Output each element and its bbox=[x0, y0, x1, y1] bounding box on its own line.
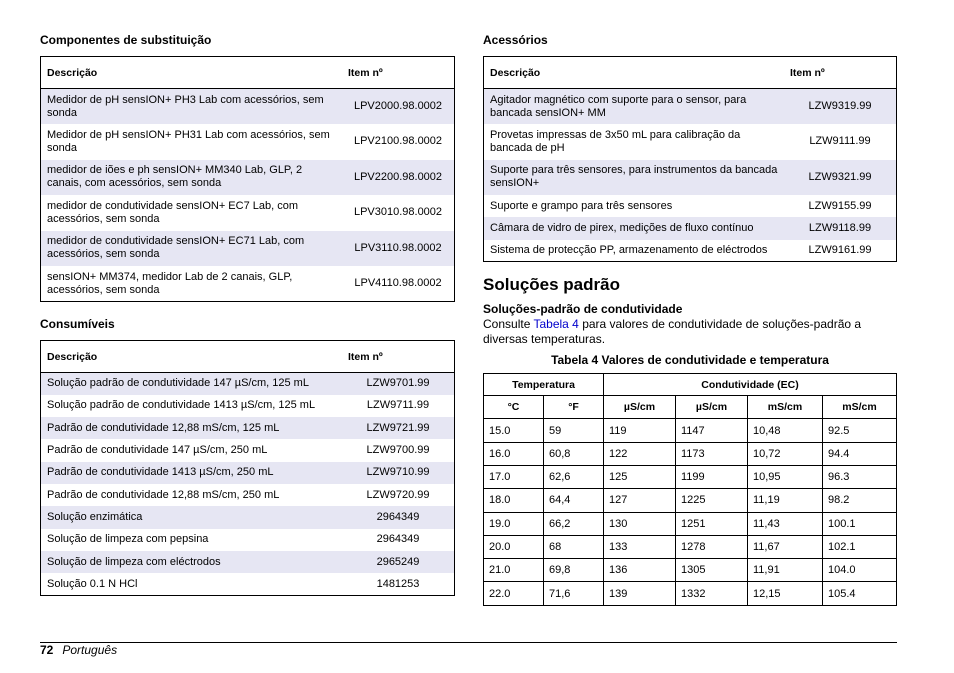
consumables-table bbox=[40, 340, 455, 596]
table-cell: 62,6 bbox=[544, 465, 604, 488]
table-cell: 105.4 bbox=[823, 582, 897, 605]
item-number: LZW9118.99 bbox=[784, 217, 897, 239]
item-description: medidor de condutividade sensION+ EC7 Lab, com acessórios, sem sonda bbox=[47, 199, 299, 225]
table-cell: 11,67 bbox=[748, 535, 823, 558]
item-description: Medidor de pH sensION+ PH31 Lab com acessórios, sem sonda bbox=[47, 128, 330, 154]
item-description: Câmara de vidro de pirex, medições de fluxo contínuo bbox=[484, 217, 785, 239]
table-cell: 96.3 bbox=[823, 465, 897, 488]
table-row bbox=[484, 195, 897, 217]
accessories-col-item: Item nº bbox=[784, 57, 897, 89]
item-description: Solução de limpeza com eléctrodos bbox=[41, 551, 343, 573]
consumables-heading: Consumíveis bbox=[40, 317, 115, 331]
table-cell: 125 bbox=[604, 465, 676, 488]
standards-subheading: Soluções-padrão de condutividade bbox=[483, 302, 683, 317]
table-row bbox=[41, 231, 455, 267]
table-cell: 60,8 bbox=[544, 442, 604, 465]
table-row bbox=[484, 217, 897, 239]
table-cell: 11,43 bbox=[748, 512, 823, 535]
table-cell: 64,4 bbox=[544, 489, 604, 512]
table-row bbox=[484, 582, 897, 605]
table-cell: 127 bbox=[604, 489, 676, 512]
table-cell: 10,48 bbox=[748, 419, 823, 442]
table-cell: 21.0 bbox=[484, 559, 544, 582]
consumables-col-desc: Descrição bbox=[41, 341, 343, 373]
accessories-heading: Acessórios bbox=[483, 33, 548, 47]
left-column bbox=[40, 32, 455, 596]
unit-header: mS/cm bbox=[823, 396, 897, 419]
table-cell: 10,72 bbox=[748, 442, 823, 465]
table-cell: 12,15 bbox=[748, 582, 823, 605]
item-number: LZW9111.99 bbox=[809, 135, 871, 148]
table-cell: 18.0 bbox=[484, 489, 544, 512]
table-cell: 133 bbox=[604, 535, 676, 558]
table-row bbox=[484, 535, 897, 558]
table-cell: 1305 bbox=[676, 559, 748, 582]
item-number: 1481253 bbox=[376, 577, 420, 590]
table-cell: 69,8 bbox=[544, 559, 604, 582]
replacement-col-desc: Descrição bbox=[41, 57, 343, 89]
table-cell: 16.0 bbox=[484, 442, 544, 465]
item-description: medidor de iões e ph sensION+ MM340 Lab, GLP, 2 canais, com acessórios, sem sonda bbox=[41, 160, 343, 196]
item-number: LZW9155.99 bbox=[808, 199, 872, 212]
item-number: LPV2000.98.0002 bbox=[342, 89, 455, 125]
table-row bbox=[484, 419, 897, 442]
item-description: Suporte e grampo para três sensores bbox=[490, 199, 673, 212]
table-row bbox=[484, 512, 897, 535]
unit-header: °C bbox=[484, 396, 544, 419]
table-cell: 1332 bbox=[676, 582, 748, 605]
item-description: Padrão de condutividade 1413 µS/cm, 250 mL bbox=[41, 462, 343, 484]
table-cell: 102.1 bbox=[823, 535, 897, 558]
item-description: sensION+ MM374, medidor Lab de 2 canais, GLP, acessórios, sem sonda bbox=[47, 270, 293, 296]
table-cell: 139 bbox=[604, 582, 676, 605]
table-row bbox=[41, 529, 455, 551]
table-cell: 100.1 bbox=[823, 512, 897, 535]
table-row bbox=[41, 462, 455, 484]
table-row bbox=[484, 89, 897, 125]
table-row bbox=[484, 124, 897, 160]
item-description: Medidor de pH sensION+ PH3 Lab com acessórios, sem sonda bbox=[41, 89, 343, 125]
accessories-col-desc: Descrição bbox=[484, 57, 785, 89]
table-cell: 104.0 bbox=[823, 559, 897, 582]
table-cell: 20.0 bbox=[484, 535, 544, 558]
item-number: 2964349 bbox=[342, 506, 455, 528]
item-number: LZW9710.99 bbox=[342, 462, 455, 484]
table-row bbox=[41, 506, 455, 528]
replacement-table bbox=[40, 56, 455, 302]
item-number: LPV3110.98.0002 bbox=[342, 231, 455, 267]
item-number: LZW9319.99 bbox=[784, 89, 897, 125]
item-description: Provetas impressas de 3x50 mL para calibração da bancada de pH bbox=[490, 128, 741, 154]
item-description: Solução enzimática bbox=[41, 506, 343, 528]
item-number: LZW9721.99 bbox=[342, 417, 455, 439]
table-cell: 1199 bbox=[676, 465, 748, 488]
table-row bbox=[484, 559, 897, 582]
table-cell: 15.0 bbox=[484, 419, 544, 442]
table-4-link[interactable]: Tabela 4 bbox=[533, 317, 579, 332]
item-description: Sistema de protecção PP, armazenamento de eléctrodos bbox=[490, 243, 768, 256]
table-caption: Tabela 4 Valores de condutividade e temperatura bbox=[551, 353, 829, 368]
table-row bbox=[41, 573, 455, 595]
table-cell: 1251 bbox=[676, 512, 748, 535]
table-cell: 1147 bbox=[676, 419, 748, 442]
replacement-col-item: Item nº bbox=[342, 57, 455, 89]
unit-header: mS/cm bbox=[748, 396, 823, 419]
right-column bbox=[483, 32, 897, 606]
item-number: 2965249 bbox=[342, 551, 455, 573]
table-cell: 92.5 bbox=[823, 419, 897, 442]
footer-language: Português bbox=[62, 643, 118, 657]
item-description: Padrão de condutividade 12,88 mS/cm, 125 mL bbox=[41, 417, 343, 439]
table-row bbox=[41, 484, 455, 506]
item-description: Agitador magnético com suporte para o sensor, para bancada sensION+ MM bbox=[484, 89, 785, 125]
item-description: medidor de condutividade sensION+ EC71 Lab, com acessórios, sem sonda bbox=[41, 231, 343, 267]
table-row bbox=[41, 266, 455, 302]
item-number: LPV2100.98.0002 bbox=[353, 135, 443, 148]
intro-text-pre: Consulte bbox=[483, 317, 534, 332]
table-cell: 71,6 bbox=[544, 582, 604, 605]
table-cell: 19.0 bbox=[484, 512, 544, 535]
replacement-heading: Componentes de substituição bbox=[40, 33, 212, 47]
item-description: Solução de limpeza com pepsina bbox=[47, 533, 209, 546]
table-cell: 98.2 bbox=[823, 489, 897, 512]
table-row bbox=[41, 373, 455, 395]
item-description: Solução 0.1 N HCl bbox=[47, 577, 138, 590]
table-cell: 1278 bbox=[676, 535, 748, 558]
intro-text-post: para valores de condutividade de soluções-padrão a diversas temperaturas. bbox=[483, 317, 862, 347]
header-temperature: Temperatura bbox=[484, 374, 604, 396]
item-number: LZW9701.99 bbox=[342, 373, 455, 395]
standards-title: Soluções padrão bbox=[483, 275, 620, 295]
table-row bbox=[484, 465, 897, 488]
unit-header: °F bbox=[544, 396, 604, 419]
table-cell: 17.0 bbox=[484, 465, 544, 488]
item-number: LZW9700.99 bbox=[366, 444, 430, 457]
conductivity-table bbox=[483, 373, 897, 605]
item-number: LZW9711.99 bbox=[366, 399, 430, 412]
item-description: Padrão de condutividade 147 µS/cm, 250 mL bbox=[47, 444, 268, 457]
table-row bbox=[41, 417, 455, 439]
unit-header: µS/cm bbox=[676, 396, 748, 419]
table-cell: 136 bbox=[604, 559, 676, 582]
item-number: LZW9720.99 bbox=[366, 488, 430, 501]
item-number: LPV4110.98.0002 bbox=[354, 277, 442, 289]
table-cell: 59 bbox=[544, 419, 604, 442]
item-description: Solução padrão de condutividade 1413 µS/cm, 125 mL bbox=[47, 399, 316, 412]
table-cell: 66,2 bbox=[544, 512, 604, 535]
table-row bbox=[41, 160, 455, 196]
page-number: 72 bbox=[40, 643, 54, 657]
item-number: 2964349 bbox=[376, 533, 420, 546]
item-number: LPV3010.98.0002 bbox=[353, 206, 443, 219]
item-number: LZW9161.99 bbox=[808, 243, 872, 256]
item-description: Padrão de condutividade 12,88 mS/cm, 250 mL bbox=[47, 488, 280, 501]
table-cell: 119 bbox=[604, 419, 676, 442]
standards-intro bbox=[483, 317, 897, 347]
table-row bbox=[41, 124, 455, 160]
table-cell: 130 bbox=[604, 512, 676, 535]
table-row bbox=[41, 195, 455, 231]
table-row bbox=[484, 160, 897, 196]
table-row bbox=[41, 439, 455, 461]
table-row bbox=[484, 489, 897, 512]
table-cell: 68 bbox=[544, 535, 604, 558]
header-conductivity: Condutividade (EC) bbox=[604, 374, 897, 396]
table-cell: 122 bbox=[604, 442, 676, 465]
consumables-col-item: Item nº bbox=[342, 341, 455, 373]
table-row bbox=[41, 395, 455, 417]
table-cell: 1225 bbox=[676, 489, 748, 512]
table-cell: 10,95 bbox=[748, 465, 823, 488]
accessories-table bbox=[483, 56, 897, 262]
table-row bbox=[484, 240, 897, 262]
item-number: LPV2200.98.0002 bbox=[342, 160, 455, 196]
table-row bbox=[41, 551, 455, 573]
table-cell: 94.4 bbox=[823, 442, 897, 465]
item-number: LZW9321.99 bbox=[784, 160, 897, 196]
table-cell: 22.0 bbox=[484, 582, 544, 605]
item-description: Solução padrão de condutividade 147 µS/cm, 125 mL bbox=[41, 373, 343, 395]
table-row bbox=[484, 442, 897, 465]
footer-divider bbox=[40, 642, 897, 643]
table-cell: 11,19 bbox=[748, 489, 823, 512]
table-cell: 1173 bbox=[676, 442, 748, 465]
unit-header: µS/cm bbox=[604, 396, 676, 419]
table-cell: 11,91 bbox=[748, 559, 823, 582]
page-footer bbox=[40, 643, 117, 657]
item-description: Suporte para três sensores, para instrumentos da bancada sensION+ bbox=[484, 160, 785, 196]
table-row bbox=[41, 89, 455, 125]
